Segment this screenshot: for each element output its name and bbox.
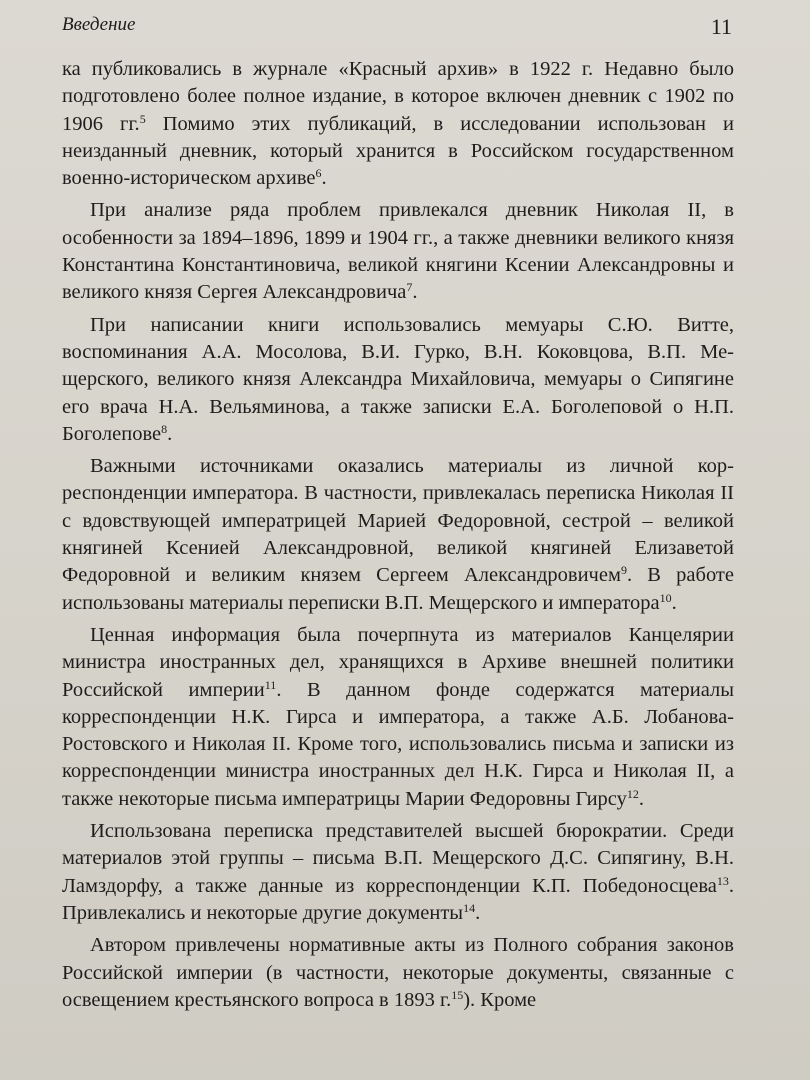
paragraph-text: . bbox=[475, 901, 481, 924]
paragraph-text: Ценная информация была почерпнута из материалов Канцелярии министра иностранных дел, хранящихся в Архиве внешней политики Российской империи bbox=[62, 623, 734, 701]
page-header bbox=[62, 14, 732, 44]
paragraph-text: ). Кроме bbox=[463, 988, 537, 1011]
paragraph-text: При анализе ряда проблем привлекался дневник Николая II, в особенности за 1894–1896, 1899 и 1904 гг., а также дневники великого князя Константина Константиновича, великой княгини Ксении Александровны и великого князя Сергея Александровича bbox=[62, 199, 734, 304]
paragraph-text: . Привлекались и некоторые другие документы bbox=[62, 874, 734, 924]
paragraph-text: . В работе использованы материалы переписки В.П. Мещерского и императора bbox=[62, 564, 734, 614]
footnote-ref: 8 bbox=[161, 421, 168, 436]
paragraph-text: Важными источниками оказались материалы из личной корреспонденции императора. В частности, привлекалась переписка Николая II с вдовствующей императрицей Марией Федоровной, сестрой – великой княгиней Ксенией Александровной, великой княгиней Елизаветой Федоровной и великим князем Сергеем Александровичем bbox=[62, 455, 734, 587]
paragraph bbox=[62, 197, 734, 306]
footnote-ref: 5 bbox=[139, 111, 146, 126]
paragraph-text: ка публиковались в журнале «Красный архив» в 1922 г. Недавно было подготовлено более полное издание, в которое включен дневник с 1902 по 1906 гг. bbox=[62, 58, 734, 135]
paragraph-text: Автором привлечены нормативные акты из Полного собрания законов Российской империи (в частности, некоторые документы, связанные с освещением крестьянского вопроса в 1893 г. bbox=[62, 934, 734, 1011]
paragraph bbox=[62, 622, 734, 813]
footnote-ref: 12 bbox=[626, 786, 639, 801]
paragraph bbox=[62, 312, 734, 448]
paragraph-text: . bbox=[412, 281, 418, 304]
footnote-ref: 15 bbox=[451, 987, 464, 1002]
paragraph bbox=[62, 56, 734, 192]
paragraph-text: . В данном фонде содержатся материалы корреспонденции Н.К. Гирса и императора, а также А.Б. Лобанова-Ростовского и Николая II. Кроме того, использовались письма и записки из корреспонденции министра иностранных дел Н.К. Гирса и Николая II, а также некоторые письма императрицы Марии Федоровны Гирсу bbox=[62, 678, 734, 810]
paragraph bbox=[62, 932, 734, 1014]
paragraph-text: Использована переписка представителей высшей бюрократии. Среди материалов этой группы – письма В.П. Мещерского Д.С. Сипягину, В.Н. Ламздорфу, а также данные из корреспонденции К.П. Победоносцева bbox=[62, 820, 734, 897]
paragraph-text: . bbox=[167, 422, 173, 445]
paragraph-text: Помимо этих публикаций, в исследовании использован и неизданный дневник, который хранится в Российском государственном военно-историческом архиве bbox=[62, 112, 734, 190]
paragraph bbox=[62, 818, 734, 927]
footnote-ref: 10 bbox=[659, 590, 672, 605]
paragraph-text: . bbox=[638, 787, 645, 810]
footnote-ref: 13 bbox=[716, 873, 729, 888]
page-body bbox=[62, 56, 734, 1014]
page-number: 11 bbox=[710, 14, 732, 39]
footnote-ref: 7 bbox=[406, 280, 413, 295]
footnote-ref: 9 bbox=[620, 563, 627, 578]
footnote-ref: 6 bbox=[315, 166, 322, 181]
footnote-ref: 11 bbox=[264, 677, 277, 692]
running-title: Введение bbox=[62, 14, 136, 35]
paragraph bbox=[62, 453, 734, 617]
paragraph-text: При написании книги использовались мемуары С.Ю. Витте, воспоминания А.А. Мосолова, В.И. Гурко, В.Н. Коковцова, В.П. Мещерского, великого князя Александра Михайловича, мемуары о Сипягине его врача Н.А. Вельяминова, а также записки Е.А. Боголеповой о Н.П. Боголепове bbox=[62, 313, 734, 445]
paragraph-text: . bbox=[321, 167, 327, 190]
paragraph-text: . bbox=[671, 591, 677, 614]
footnote-ref: 14 bbox=[463, 900, 476, 915]
